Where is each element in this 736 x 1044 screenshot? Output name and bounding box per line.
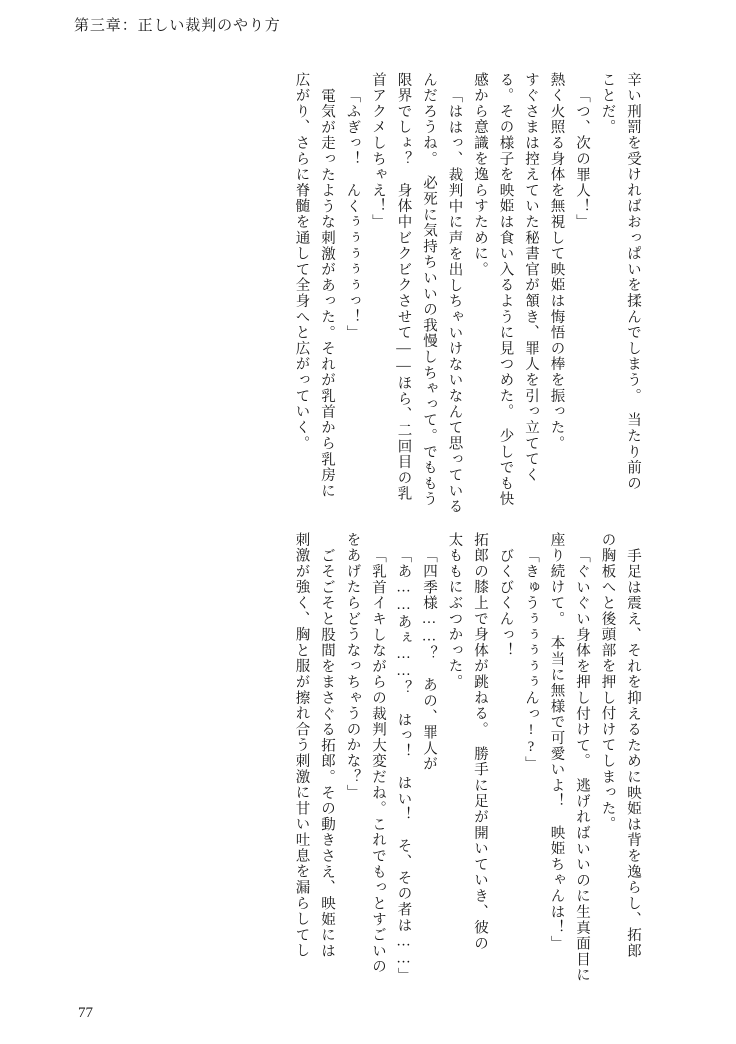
- text-line: 首アクメしちゃえ！」: [370, 72, 386, 231]
- text-line: 太ももにぶつかった。: [446, 532, 463, 691]
- text-line: ことだ。: [599, 72, 616, 136]
- text-line: 広がり、さらに脊髄を通して全身へと広がっていく。: [293, 72, 310, 452]
- text-line: 刺激が強く、胸と服が擦れ合う刺激に甘い吐息を漏らしてし: [293, 532, 310, 959]
- text-line: 「四季様……？ あの、罪人が: [421, 548, 437, 773]
- text-line: 「ぐいぐい身体を押し付けて。 逃げればいいのに生真面目に: [574, 548, 590, 984]
- body-text-area: [60, 62, 680, 982]
- text-block-upper: [283, 72, 641, 515]
- text-line: 限界でしょ？ 身体中ビクビクさせて――ほら、二回目の乳: [395, 72, 412, 502]
- text-line: 「あ……あぇ……？ はっ！ はい！ そ、その者は……」: [395, 548, 412, 984]
- text-line: 拓郎の膝上で身体が跳ねる。 勝手に足が開いていき、彼の: [472, 532, 488, 952]
- text-line: 辛い刑罰を受ければおっぱいを揉んでしまう。 当たり前の: [625, 72, 641, 492]
- text-line: をあげたらどうなっちゃうのかな？」: [344, 532, 361, 801]
- text-line: 座り続けて。 本当に無様で可愛いよ！ 映姫ちゃんは！」: [548, 532, 565, 952]
- page-number: 77: [78, 1005, 93, 1021]
- text-line: びくびくんっ！: [497, 548, 514, 659]
- text-line: 「ふぎっ！ んくぅぅぅぅぅっ！」: [344, 88, 361, 341]
- text-line: 熱く火照る身体を無視して映姫は悔悟の棒を振った。: [548, 72, 565, 452]
- chapter-header: 第三章：正しい裁判のやり方: [74, 18, 281, 34]
- text-line: 「乳首イキしながらの裁判大変だね。これでもっとすごいの: [370, 548, 386, 975]
- text-line: んだろうね。 必死に気持ちいいの我慢しちゃって。でももう: [421, 72, 437, 508]
- text-line: 「きゅうぅぅぅぅぅんっ!?」: [523, 548, 539, 773]
- text-line: 手足は震え、それを抑えるために映姫は背を逸らし、拓郎: [625, 548, 641, 959]
- text-line: 感から意識を逸らすために。: [472, 72, 488, 278]
- text-line: の胸板へと後頭部を押し付けてしまった。: [599, 532, 616, 833]
- text-line: 「つ、次の罪人！」: [574, 88, 590, 231]
- text-line: 電気が走ったような刺激があった。それが乳首から乳房に: [319, 88, 335, 499]
- text-line: すぐさまは控えていた秘書官が頷き、罪人を引っ立ててく: [523, 72, 539, 483]
- text-line: 「ははっ、裁判中に声を出しちゃいけないなんて思っている: [446, 88, 463, 515]
- text-line: る。その様子を映姫は食い入るように見つめた。 少しでも快: [497, 72, 514, 508]
- text-block-lower: [283, 532, 641, 984]
- text-line: ごそごそと股間をまさぐる拓郎。その動きさえ、映姫には: [319, 548, 335, 959]
